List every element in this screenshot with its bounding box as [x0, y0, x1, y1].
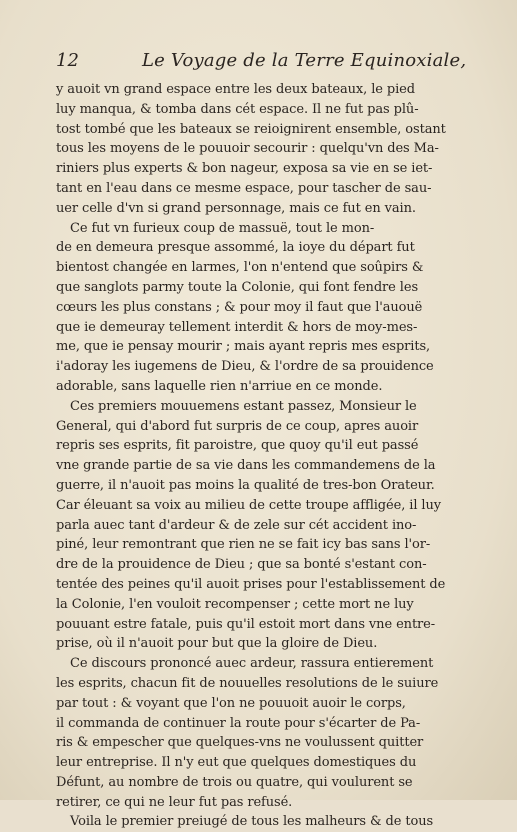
text-line: la Colonie, l'en vouloit recompenser ; cette mort ne luy [56, 596, 414, 612]
text-line: par tout : & voyant que l'on ne pouuoit auoir le corps, [56, 695, 406, 711]
text-line: prise, où il n'auoit pour but que la gloire de Dieu. [56, 636, 378, 652]
text-line: parla auec tant d'ardeur & de zele sur cét accident ino- [56, 517, 417, 533]
paragraph-first-line: Voila le premier preiugé de tous les malheurs & de tous [70, 814, 434, 830]
page-header-title: Le Voyage de la Terre Equinoxiale, [142, 50, 467, 71]
running-head [56, 50, 467, 76]
text-line: uer celle d'vn si grand personnage, mais ce fut en vain. [56, 200, 416, 216]
text-line: i'adoray les iugemens de Dieu, & l'ordre de sa prouidence [56, 359, 434, 375]
paragraph-first-line: Ce discours prononcé auec ardeur, rassura entierement [70, 656, 434, 672]
text-line: les esprits, chacun fit de nouuelles resolutions de le suiure [56, 675, 439, 691]
text-line: ris & empescher que quelques-vns ne voulussent quitter [56, 735, 424, 751]
text-line: piné, leur remontrant que rien ne se fait icy bas sans l'or- [56, 537, 431, 553]
text-line: luy manqua, & tomba dans cét espace. Il ne fut pas plû- [56, 101, 419, 117]
text-line: que sanglots parmy toute la Colonie, qui font fendre les [56, 279, 419, 295]
text-line: cœurs les plus constans ; & pour moy il faut que l'auouë [56, 299, 423, 315]
text-line: me, que ie pensay mourir ; mais ayant repris mes esprits, [56, 339, 431, 355]
text-line: que ie demeuray tellement interdit & hors de moy-mes- [56, 319, 418, 335]
text-line: Car éleuant sa voix au milieu de cette troupe affligée, il luy [56, 497, 442, 513]
text-line: tost tombé que les bateaux se reioignirent ensemble, ostant [56, 121, 446, 137]
paragraph-first-line: Ces premiers mouuemens estant passez, Monsieur le [70, 398, 417, 414]
text-line: guerre, il n'auoit pas moins la qualité de tres-bon Orateur. [56, 477, 435, 493]
text-line: bientost changée en larmes, l'on n'entend que soûpirs & [56, 260, 424, 276]
text-line: tous les moyens de le pouuoir secourir : quelqu'vn des Ma- [56, 141, 439, 157]
paragraph-first-line: Ce fut vn furieux coup de massuë, tout le mon- [70, 220, 375, 236]
text-line: il commanda de continuer la route pour s'écarter de Pa- [56, 715, 421, 731]
text-line: repris ses esprits, fit paroistre, que quoy qu'il eut passé [56, 438, 419, 454]
text-line: dre de la prouidence de Dieu ; que sa bonté s'estant con- [56, 557, 427, 573]
text-line: vne grande partie de sa vie dans les commandemens de la [56, 458, 436, 474]
text-line: General, qui d'abord fut surpris de ce coup, apres auoir [56, 418, 419, 434]
page-number: 12 [56, 50, 79, 71]
text-line: y auoit vn grand espace entre les deux bateaux, le pied [56, 82, 415, 97]
text-line: pouuant estre fatale, puis qu'il estoit mort dans vne entre- [56, 616, 436, 632]
text-line: Défunt, au nombre de trois ou quatre, qui voulurent se [56, 774, 413, 790]
text-line: tentée des peines qu'il auoit prises pour l'establissement de [56, 576, 446, 592]
text-line: de en demeura presque assommé, la ioye du départ fut [56, 240, 415, 256]
text-line: adorable, sans laquelle rien n'arriue en ce monde. [56, 378, 383, 394]
text-line: leur entreprise. Il n'y eut que quelques domestiques du [56, 755, 417, 771]
text-line: riniers plus experts & bon nageur, exposa sa vie en se iet- [56, 161, 433, 177]
text-line: tant en l'eau dans ce mesme espace, pour tascher de sau- [56, 180, 432, 196]
text-line: retirer, ce qui ne leur fut pas refusé. [56, 794, 293, 810]
body-text [56, 80, 476, 832]
